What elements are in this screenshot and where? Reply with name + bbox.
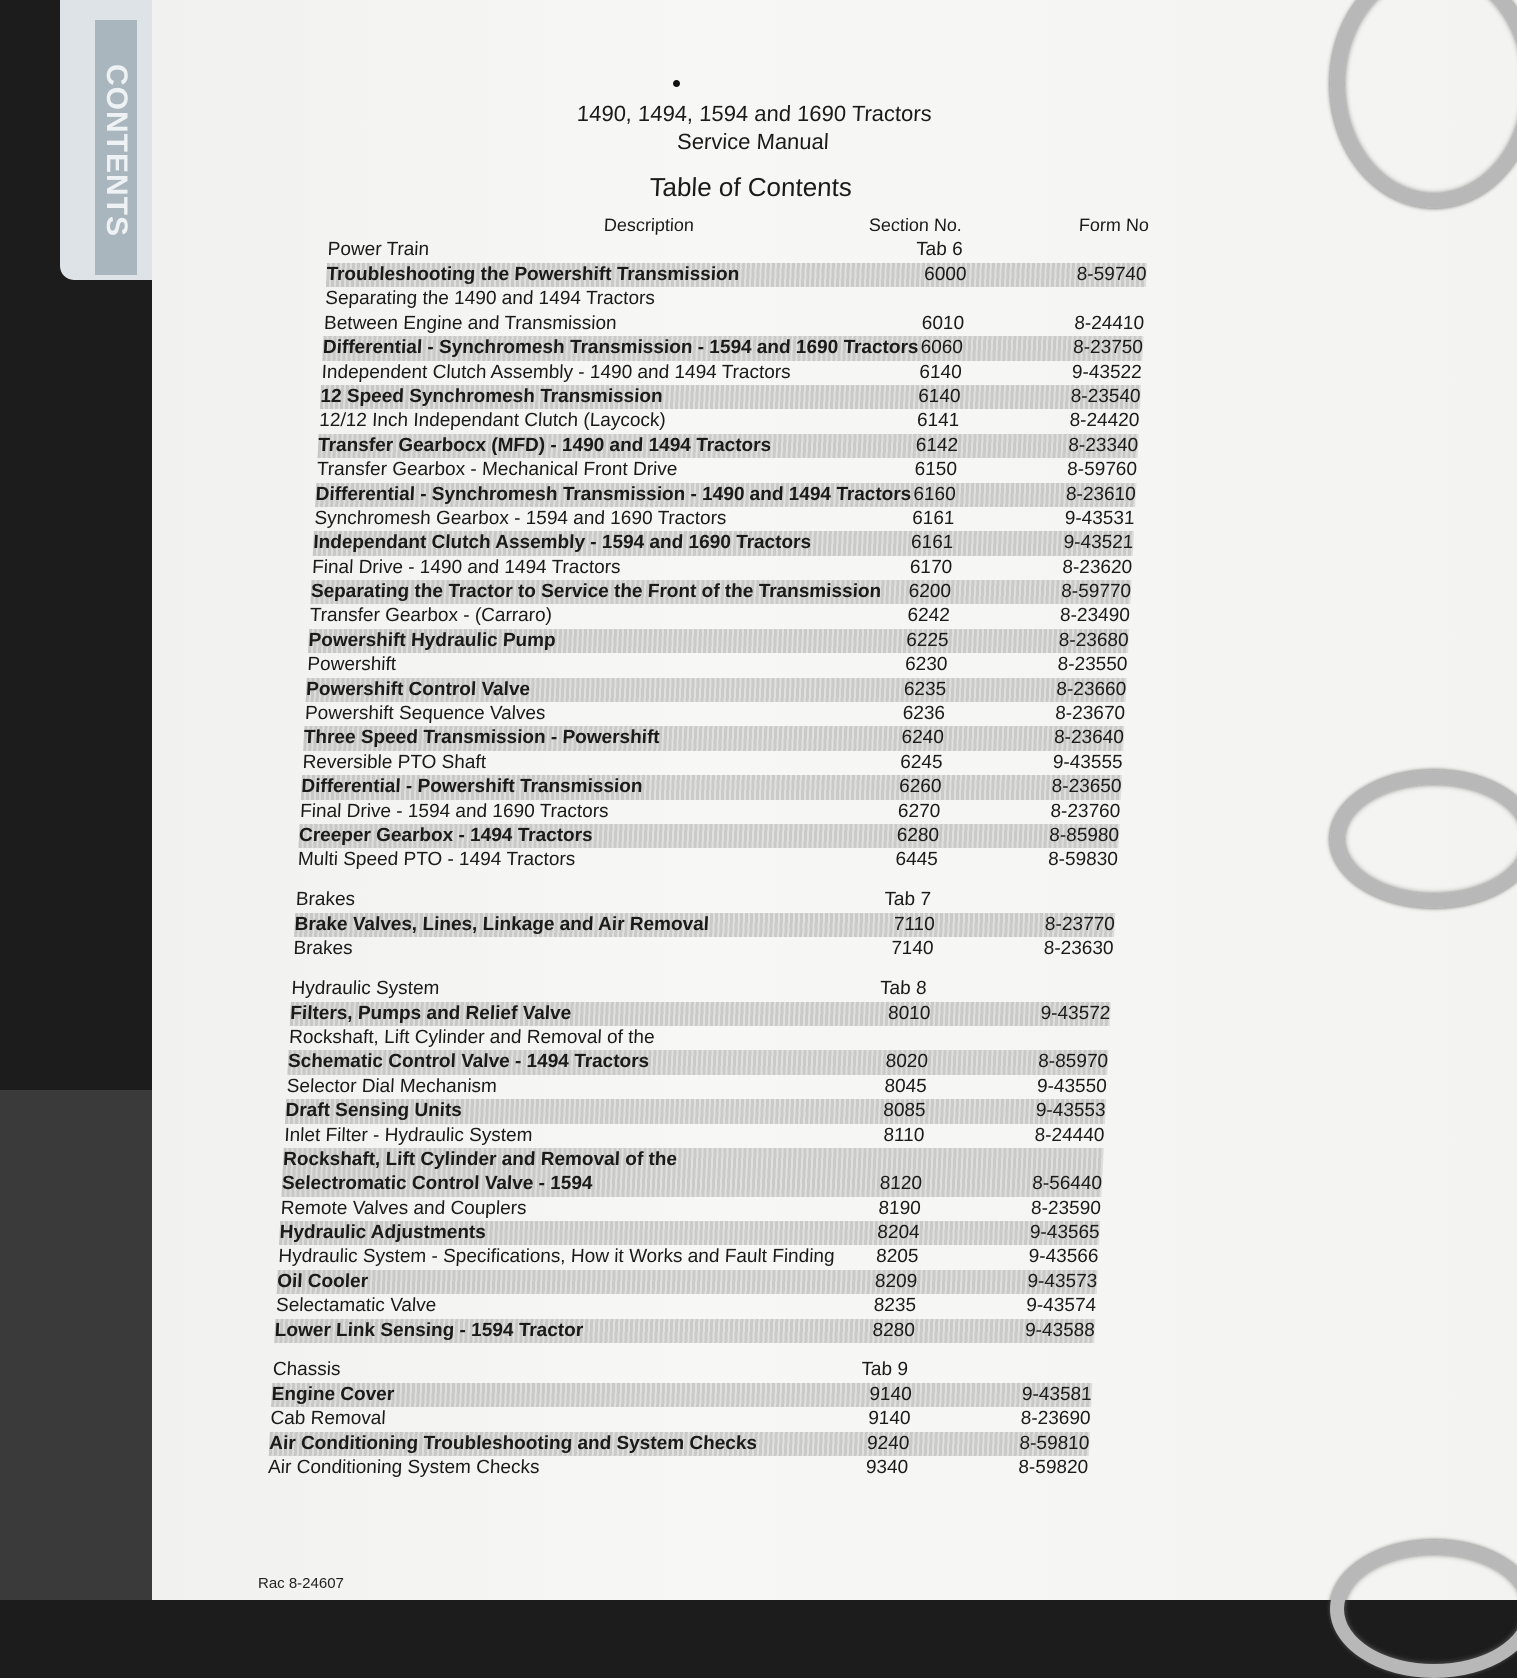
entry-description: Hydraulic Adjustments [279, 1222, 487, 1244]
toc-entry [303, 726, 1124, 750]
entry-form-no: 9-43565 [1029, 1222, 1101, 1244]
entry-description: Differential - Powershift Transmission [300, 776, 643, 798]
toc-entry [287, 1050, 1108, 1074]
entry-description: Powershift Sequence Valves [304, 703, 546, 725]
entry-section-no: 9340 [865, 1457, 909, 1479]
entry-form-no: 8-23670 [1054, 703, 1126, 725]
entry-form-no: 8-24440 [1034, 1124, 1105, 1146]
entry-form-no: 9-43566 [1028, 1246, 1099, 1268]
section-name: Chassis [272, 1359, 342, 1381]
bullet-mark [673, 80, 680, 87]
toc-entry [298, 824, 1119, 848]
toc-entry [320, 385, 1141, 409]
toc-entry [289, 1026, 1110, 1050]
entry-description: Final Drive - 1594 and 1690 Tractors [299, 800, 610, 822]
entry-form-no: 8-23620 [1061, 556, 1133, 578]
entry-description: Multi Speed PTO - 1494 Tractors [297, 849, 576, 871]
toc-entry [317, 434, 1138, 458]
entry-form-no: 8-23660 [1055, 678, 1127, 700]
section-tab: Tab 7 [883, 888, 932, 910]
entry-section-no: 6161 [911, 507, 956, 529]
entry-section-no: 6140 [917, 385, 962, 407]
entry-section-no: 8020 [885, 1051, 929, 1073]
entry-section-no: 8010 [887, 1002, 931, 1024]
entry-form-no: 8-59770 [1060, 581, 1132, 603]
entry-section-no: 9240 [866, 1432, 910, 1454]
entry-form-no: 8-59740 [1076, 264, 1147, 285]
entry-form-no: 9-43572 [1040, 1002, 1111, 1024]
entry-description: Brake Valves, Lines, Linkage and Air Removal [294, 913, 710, 935]
entry-section-no: 6245 [899, 751, 944, 773]
entry-form-no: 8-56440 [1031, 1173, 1103, 1195]
entry-section-no: 6160 [912, 483, 957, 505]
toc-entry [312, 556, 1133, 580]
toc-entry [283, 1148, 1104, 1172]
entry-form-no: 8-24410 [1073, 312, 1145, 334]
table-of-contents [267, 100, 1155, 1481]
entry-description: Transfer Gearbox - (Carraro) [309, 605, 553, 627]
entry-section-no: 6150 [914, 459, 958, 481]
entry-description: Separating the Tractor to Service the Front of the Transmission [310, 581, 882, 603]
entry-section-no: 6141 [916, 410, 960, 432]
section-name: Hydraulic System [291, 977, 440, 999]
entry-section-no: 6200 [908, 581, 952, 603]
section-tab: Tab 6 [915, 239, 964, 260]
toc-entry [319, 409, 1140, 433]
entry-section-no: 8235 [873, 1295, 917, 1317]
entry-section-no: 6060 [920, 337, 964, 359]
entry-form-no: 8-59830 [1047, 849, 1119, 871]
entry-form-no: 8-23770 [1044, 913, 1116, 935]
toc-entry [326, 263, 1147, 287]
entry-section-no: 8205 [875, 1246, 919, 1268]
entry-section-no: 6000 [923, 264, 967, 285]
entry-section-no: 6242 [906, 605, 951, 627]
toc-entry [309, 604, 1130, 628]
entry-description: Creeper Gearbox - 1494 Tractors [298, 824, 594, 846]
entry-section-no: 7110 [893, 913, 936, 935]
entry-form-no: 8-23640 [1053, 727, 1125, 749]
entry-form-no: 8-23610 [1065, 483, 1137, 505]
entry-section-no: 8085 [882, 1100, 927, 1122]
entry-description: Reversible PTO Shaft [302, 751, 487, 773]
manual-subtitle: Service Manual [676, 129, 830, 154]
entry-description: Powershift [306, 654, 397, 676]
entry-form-no: 8-85980 [1048, 824, 1120, 846]
entry-description: Final Drive - 1490 and 1494 Tractors [311, 556, 622, 578]
entry-section-no: 7140 [890, 938, 935, 960]
footer-code: Rac 8-24607 [258, 1575, 344, 1592]
description-header: Description [603, 215, 695, 235]
entry-description: Cab Removal [269, 1408, 387, 1430]
toc-entry [314, 507, 1135, 531]
section-name: Power Train [327, 239, 430, 260]
toc-entry [297, 848, 1118, 872]
entry-form-no: 8-23340 [1067, 434, 1139, 456]
entry-description: Rockshaft, Lift Cylinder and Removal of the [282, 1148, 678, 1170]
toc-entry [274, 1319, 1095, 1343]
entry-description: Powershift Control Valve [305, 678, 531, 700]
entry-description: Transfer Gearbox - Mechanical Front Drive [316, 459, 678, 481]
toc-entry [301, 775, 1122, 799]
toc-entry [322, 336, 1143, 360]
entry-section-no: 6445 [895, 849, 939, 871]
toc-entry [316, 458, 1137, 482]
entry-form-no: 8-59760 [1066, 459, 1138, 481]
entry-section-no: 6270 [897, 800, 941, 822]
toc-entry [310, 580, 1131, 604]
entry-section-no: 8280 [872, 1319, 916, 1341]
entry-form-no: 9-43531 [1064, 507, 1136, 529]
entry-description: Inlet Filter - Hydraulic System [283, 1124, 534, 1146]
entry-section-no: 6161 [910, 532, 954, 554]
entry-form-no: 9-43588 [1024, 1319, 1096, 1341]
section-header: Section No. [868, 215, 963, 235]
entry-description: Transfer Gearbocx (MFD) - 1490 and 1494 Tractors [317, 434, 772, 456]
background-surface [0, 1090, 160, 1600]
entry-section-no: 6240 [901, 727, 945, 749]
toc-entry [307, 653, 1128, 677]
toc-entry [271, 1383, 1092, 1407]
entry-description: Engine Cover [271, 1384, 395, 1406]
toc-entry [286, 1075, 1107, 1099]
toc-entry [304, 702, 1125, 726]
toc-entry [279, 1221, 1100, 1245]
tab-label: CONTENTS [100, 63, 133, 237]
entry-description: Differential - Synchromesh Transmission - 1490 and 1494 Tractors [315, 483, 912, 505]
entry-form-no: 8-59820 [1017, 1457, 1089, 1479]
form-header: Form No [1078, 215, 1150, 235]
entry-form-no: 8-23550 [1057, 654, 1128, 676]
entry-form-no: 8-23760 [1049, 800, 1121, 822]
toc-entry [269, 1432, 1090, 1456]
entry-description: Independant Clutch Assembly - 1594 and 1690 Tractors [312, 532, 812, 554]
entry-section-no: 8209 [874, 1270, 918, 1292]
entry-form-no: 8-23650 [1051, 776, 1122, 798]
entry-form-no: 9-43555 [1052, 751, 1124, 773]
toc-entry [302, 751, 1123, 775]
binder-ring-icon [1330, 1540, 1517, 1678]
entry-form-no: 9-43574 [1025, 1295, 1097, 1317]
entry-section-no: 8204 [876, 1222, 921, 1244]
entry-form-no: 8-23540 [1070, 385, 1142, 407]
entry-section-no: 6142 [915, 434, 959, 456]
section-tab: Tab 8 [879, 977, 928, 999]
section-heading [295, 889, 1116, 913]
entry-form-no: 9-43553 [1035, 1100, 1107, 1122]
entry-description: 12 Speed Synchromesh Transmission [319, 385, 664, 407]
toc-entry [294, 913, 1115, 937]
entry-section-no: 6170 [909, 556, 953, 578]
entry-section-no: 9140 [868, 1384, 913, 1406]
entry-form-no: 8-23490 [1059, 605, 1131, 627]
toc-sections [267, 239, 1148, 1481]
entry-description: Rockshaft, Lift Cylinder and Removal of the [288, 1026, 656, 1048]
entry-description: Selectamatic Valve [275, 1295, 437, 1317]
entry-section-no: 6225 [905, 629, 950, 651]
entry-form-no: 8-23680 [1058, 629, 1130, 651]
entry-form-no: 9-43550 [1036, 1075, 1108, 1097]
column-headers [328, 211, 1149, 239]
entry-form-no: 9-43521 [1063, 532, 1134, 554]
entry-description: Oil Cooler [276, 1270, 369, 1292]
toc-entry [285, 1099, 1106, 1123]
section-tab: Tab 9 [860, 1359, 909, 1381]
toc-entry [293, 937, 1114, 961]
entry-description: Draft Sensing Units [285, 1100, 463, 1122]
entry-section-no: 6230 [904, 654, 948, 676]
entry-section-no: 6236 [902, 703, 946, 725]
toc-entry [278, 1245, 1099, 1269]
section-heading [272, 1359, 1093, 1383]
toc-entry [306, 678, 1127, 702]
entry-description: Filters, Pumps and Relief Valve [289, 1002, 572, 1024]
entry-form-no: 8-85970 [1037, 1051, 1109, 1073]
toc-entry [308, 629, 1129, 653]
entry-section-no: 9140 [867, 1408, 912, 1430]
entry-section-no: 6235 [903, 678, 947, 700]
manual-title: 1490, 1494, 1594 and 1690 Tractors [576, 101, 933, 126]
entry-description: Schematic Control Valve - 1494 Tractors [287, 1051, 650, 1073]
entry-description: Selector Dial Mechanism [286, 1075, 498, 1097]
toc-entry [284, 1124, 1105, 1148]
toc-heading: Table of Contents [648, 172, 853, 202]
entry-form-no: 9-43573 [1026, 1270, 1098, 1292]
toc-entry [325, 287, 1146, 311]
entry-description: Separating the 1490 and 1494 Tractors [324, 288, 656, 310]
toc-entry [281, 1172, 1102, 1196]
entry-form-no: 8-59810 [1019, 1432, 1090, 1454]
entry-description: Selectromatic Control Valve - 1594 [281, 1173, 593, 1195]
entry-description: Independent Clutch Assembly - 1490 and 1494 Tractors [321, 361, 792, 383]
entry-description: Powershift Hydraulic Pump [308, 629, 557, 651]
section-heading [291, 978, 1112, 1002]
entry-description: Air Conditioning System Checks [267, 1457, 541, 1479]
entry-description: Air Conditioning Troubleshooting and System Checks [268, 1432, 758, 1454]
entry-form-no: 8-23750 [1072, 337, 1144, 359]
entry-form-no: 8-23690 [1020, 1408, 1092, 1430]
entry-description: Remote Valves and Couplers [280, 1197, 528, 1219]
entry-section-no: 8045 [883, 1075, 928, 1097]
entry-description: Three Speed Transmission - Powershift [303, 727, 661, 749]
section-heading [327, 239, 1148, 263]
entry-section-no: 6010 [921, 312, 965, 334]
toc-entry [267, 1456, 1088, 1480]
entry-section-no: 8120 [879, 1173, 923, 1195]
toc-entry [313, 531, 1134, 555]
toc-entry [323, 312, 1144, 336]
entry-description: Between Engine and Transmission [323, 312, 618, 334]
toc-entry [270, 1407, 1091, 1431]
entry-section-no: 6140 [918, 361, 963, 383]
entry-section-no: 8190 [878, 1197, 922, 1219]
entry-form-no: 8-23630 [1043, 938, 1115, 960]
entry-description: Synchromesh Gearbox - 1594 and 1690 Tractors [314, 507, 727, 529]
entry-description: Troubleshooting the Powershift Transmission [325, 264, 740, 285]
entry-form-no: 9-43581 [1021, 1384, 1093, 1406]
entry-form-no: 8-23590 [1030, 1197, 1102, 1219]
toc-entry [277, 1270, 1098, 1294]
entry-description: 12/12 Inch Independant Clutch (Laycock) [318, 410, 667, 432]
entry-description: Hydraulic System - Specifications, How it Works and Fault Finding [277, 1246, 836, 1268]
entry-section-no: 6280 [896, 824, 940, 846]
toc-entry [280, 1197, 1101, 1221]
toc-entry [275, 1294, 1096, 1318]
toc-entry [315, 483, 1136, 507]
toc-entry [290, 1002, 1111, 1026]
entry-section-no: 8110 [883, 1124, 925, 1146]
toc-entry [321, 361, 1142, 385]
toc-entry [300, 800, 1121, 824]
entry-section-no: 6260 [898, 776, 942, 798]
entry-description: Differential - Synchromesh Transmission - 1594 and 1690 Tractors [322, 337, 919, 359]
section-name: Brakes [295, 888, 356, 910]
entry-form-no: 8-24420 [1069, 410, 1140, 432]
entry-form-no: 9-43522 [1071, 361, 1143, 383]
entry-description: Lower Link Sensing - 1594 Tractor [274, 1319, 584, 1341]
entry-description: Brakes [292, 938, 354, 960]
